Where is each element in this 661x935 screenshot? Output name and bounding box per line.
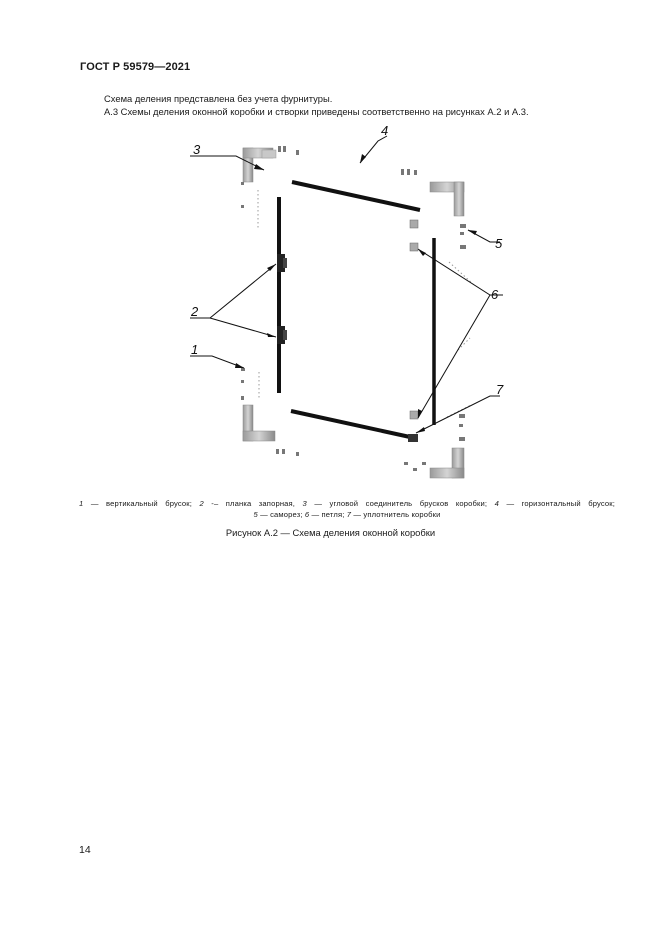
intro-line-2: А.3 Схемы деления оконной коробки и створки приведены соответственно на рисунках А.2 и А.3. bbox=[104, 106, 529, 117]
leader-lines bbox=[190, 136, 503, 433]
strike-plate-lower bbox=[277, 326, 287, 344]
legend-text-4: — горизонтальный брусок; bbox=[499, 499, 615, 508]
strike-plate-upper bbox=[277, 254, 287, 272]
legend-num-6: 6 bbox=[304, 510, 310, 519]
document-header: ГОСТ Р 59579—2021 bbox=[80, 61, 191, 73]
legend-text-2: -– планка запорная, bbox=[203, 499, 303, 508]
legend-num-5: 5 bbox=[253, 510, 258, 519]
legend-num-3: 3 bbox=[302, 499, 307, 508]
callout-4: 4 bbox=[381, 123, 389, 138]
legend-text-7: — уплотнитель коробки bbox=[351, 510, 441, 519]
callout-6: 6 bbox=[491, 287, 499, 302]
legend-text-3: — угловой соединитель брусков коробки; bbox=[306, 499, 495, 508]
corner-connector-top-right bbox=[430, 182, 464, 216]
corner-connector-bottom-left bbox=[243, 405, 275, 441]
horizontal-bar-bottom bbox=[291, 411, 410, 437]
page-number: 14 bbox=[79, 844, 91, 856]
callout-3: 3 bbox=[193, 142, 201, 157]
corner-connector-top-left bbox=[243, 148, 276, 182]
figure-caption: Рисунок А.2 — Схема деления оконной коробки bbox=[225, 527, 436, 538]
callout-1: 1 bbox=[191, 342, 199, 357]
legend-num-1: 1 bbox=[79, 499, 84, 508]
legend-text-6: — петля; bbox=[309, 510, 347, 519]
horizontal-bar-top bbox=[292, 182, 420, 210]
legend-num-2: 2 bbox=[199, 499, 204, 508]
callout-5: 5 bbox=[495, 236, 503, 251]
legend-text-1: — вертикальный брусок; bbox=[83, 499, 200, 508]
corner-connector-bottom-right bbox=[430, 448, 464, 478]
legend-num-4: 4 bbox=[494, 499, 500, 508]
legend-num-7: 7 bbox=[346, 510, 352, 519]
legend-text-5: — саморез; bbox=[257, 510, 305, 519]
hinge-upper bbox=[410, 220, 418, 251]
figure-legend bbox=[79, 498, 615, 520]
intro-line-1: Схема деления представлена без учета фурнитуры. bbox=[104, 93, 333, 104]
callout-2: 2 bbox=[191, 304, 199, 319]
seal-strips bbox=[258, 190, 473, 417]
legend-line-1 bbox=[79, 498, 615, 509]
callout-7: 7 bbox=[496, 382, 504, 397]
legend-line-2 bbox=[79, 509, 615, 520]
hinge-lower bbox=[408, 411, 418, 442]
